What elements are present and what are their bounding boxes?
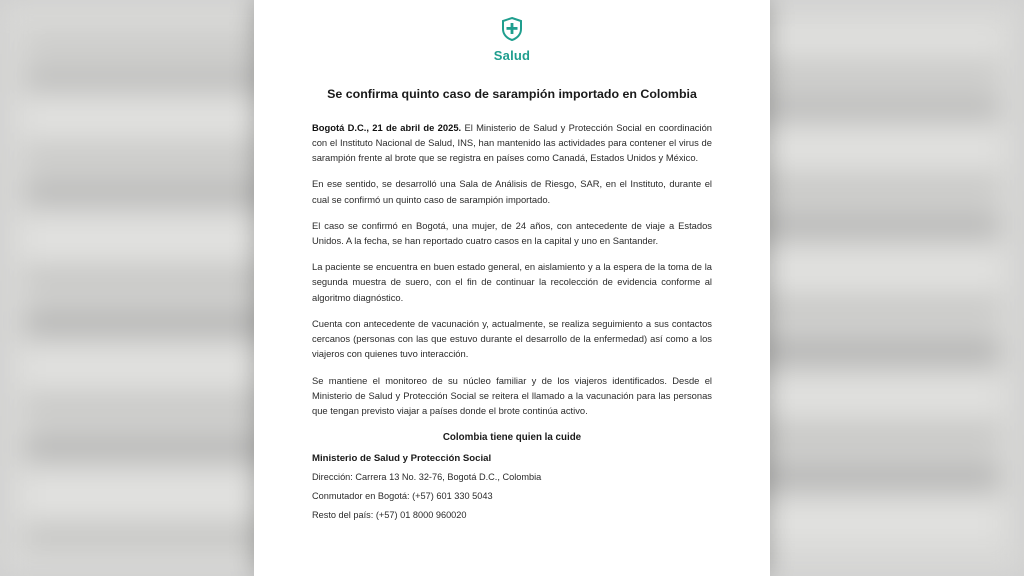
paragraph-2: En ese sentido, se desarrolló una Sala de Análisis de Riesgo, SAR, en el Instituto, durante el cual se confirmó un quinto caso de sarampión importado.: [312, 178, 712, 205]
contact-switchboard: Conmutador en Bogotá: (+57) 601 330 5043: [312, 491, 493, 502]
slogan: Colombia tiene quien la cuide: [442, 432, 582, 444]
contact-address: Dirección: Carrera 13 No. 32-76, Bogotá D.C., Colombia: [312, 472, 542, 483]
page-title: Se confirma quinto caso de sarampión importado en Colombia: [327, 87, 697, 101]
paragraph-lead: [312, 120, 712, 166]
organization-name: Ministerio de Salud y Protección Social: [312, 453, 492, 465]
ministry-logo: [312, 10, 712, 69]
contact-nationwide: Resto del país: (+57) 01 8000 960020: [312, 509, 467, 520]
paragraph-4: La paciente se encuentra en buen estado general, en aislamiento y a la espera de la toma de la segunda muestra de suero, con el fin de continuar la recolección de evidencia conforme al algoritmo diagnóstico.: [312, 261, 712, 303]
press-release-document: [254, 0, 770, 576]
dateline: Bogotá D.C., 21 de abril de 2025.: [312, 121, 462, 133]
paragraph-3: El caso se confirmó en Bogotá, una mujer, de 24 años, con antecedente de viaje a Estados Unidos. A la fecha, se han reportado cuatro casos en la capital y uno en Santander.: [312, 219, 712, 247]
salud-shield-icon: [499, 16, 525, 42]
paragraph-5: Cuenta con antecedente de vacunación y, actualmente, se realiza seguimiento a sus contactos cercanos (personas con las que estuvo durante el desarrollo de la enfermedad) así como a los viajeros con quienes tuvo interacción.: [312, 317, 712, 360]
logo-wordmark: Salud: [493, 48, 531, 63]
paragraph-text: El Ministerio de Salud y Protección Social en coordinación con el Instituto Nacional de Salud, INS, han mantenido las actividades para contener el virus de sarampión frente al brote que se registra en países como Canadá, Estados Unidos y México.: [312, 121, 712, 164]
paragraph-6: Se mantiene el monitoreo de su núcleo familiar y de los viajeros identificados. Desde el Ministerio de Salud y Protección Social se reitera el llamado a la vacunación para las personas que tengan previsto viajar a países donde el brote continúa activo.: [312, 374, 712, 417]
